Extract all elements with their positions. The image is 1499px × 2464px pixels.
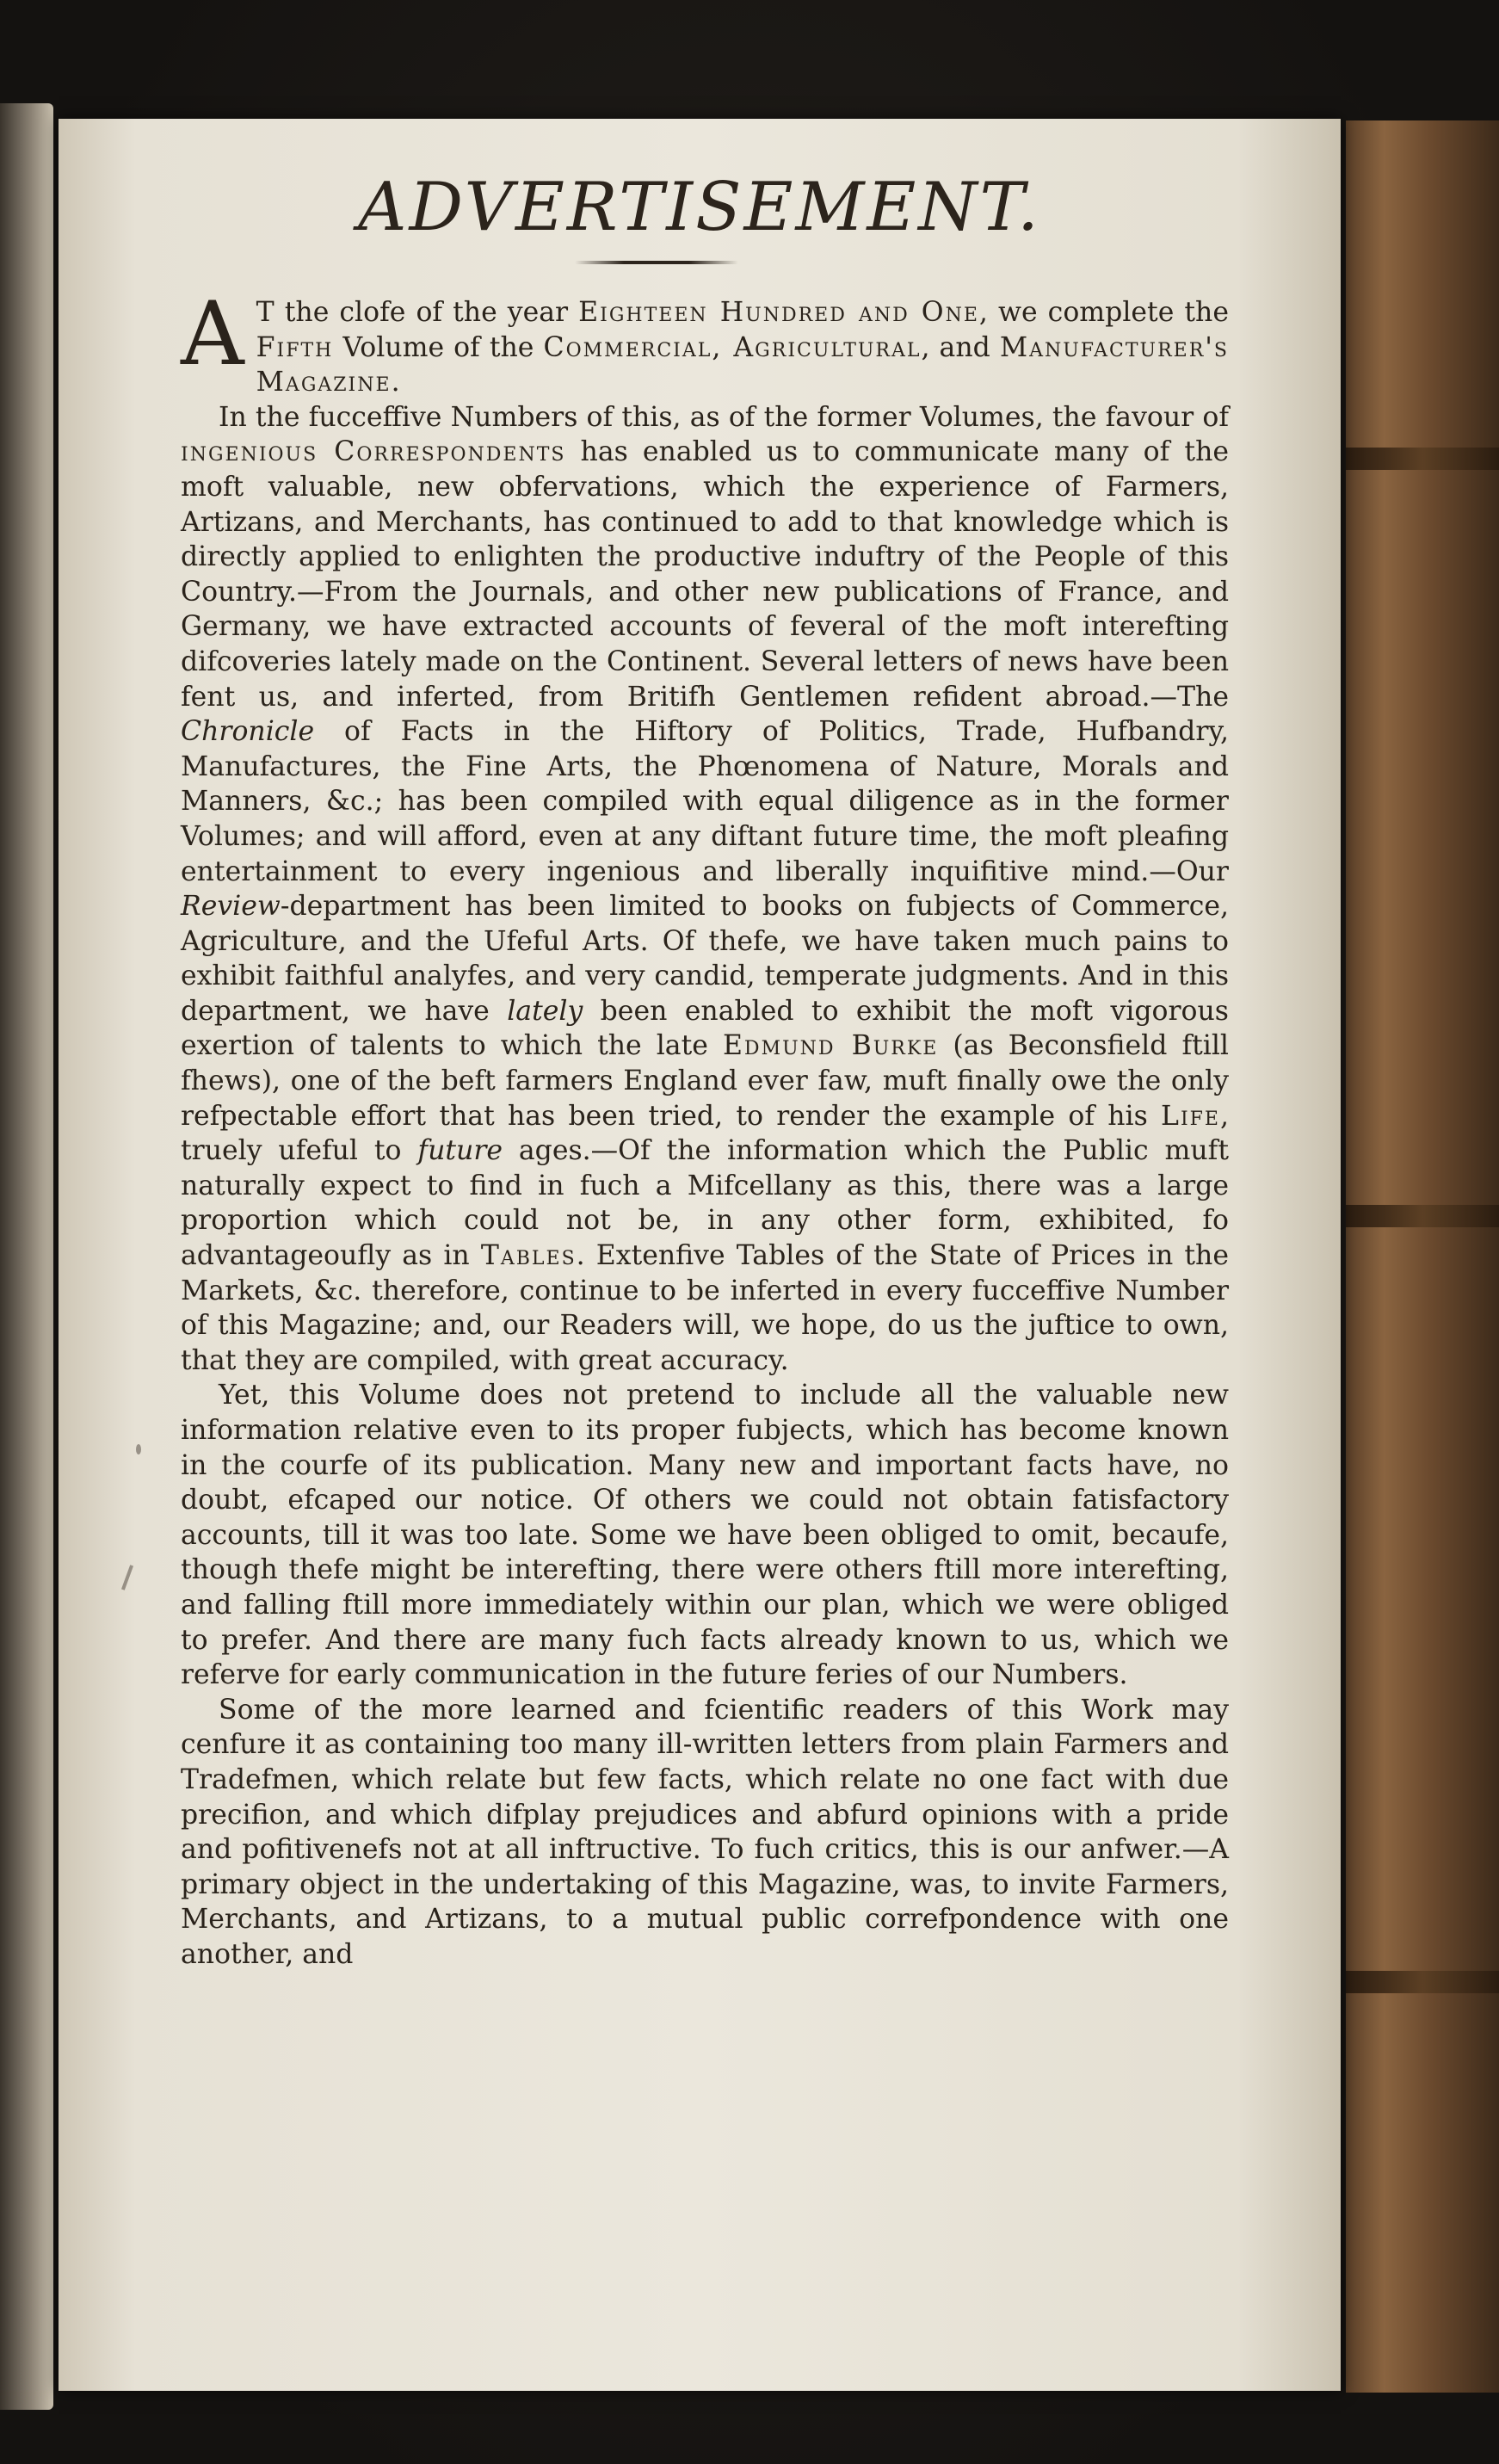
small-caps-run: Edmund Burke xyxy=(722,1030,939,1062)
spine-band xyxy=(1346,1205,1499,1227)
text-run: has enabled us to communicate many of the moft valuable, new obfervations, which the experience of Farmers, Artizans, and Merchants, has continued to add to that knowledge which is directly applied to enlighten the productive induftry of the People of this Country.—From the Journals, and other new publications of France, and Germany, we have extracted accounts of feveral of the moft interefting difcoveries lately made on the Continent. Several letters of news have been fent us, and inferted, from Britifh Gentlemen refident abroad.—The xyxy=(181,436,1230,713)
italic-run: future xyxy=(417,1135,503,1167)
drop-cap: A xyxy=(181,283,244,386)
text-run: -department has been limited to books on fubjects of Commerce, Agriculture, and the Ufeful Arts. Of thefe, we have taken much pains to exhibit faithful analyfes, and very candid, temperate judgments. And in this department, we have xyxy=(181,891,1229,1027)
italic-run: Review xyxy=(181,891,281,923)
paragraph-3: Yet, this Volume does not pretend to include all the valuable new information relative even to its proper fubjects, which has become known in the courfe of its publication. Many new and important facts have, no doubt, efcaped our notice. Of others we could not obtain fatisfactory accounts, till it was too late. Some we have been obliged to omit, becaufe, though thefe might be interefting, there were others ftill more interefting, and falling ftill more immediately within our plan, which we were obliged to prefer. And there are many fuch facts already known to us, which we referve for early communication in the future feries of our Numbers. xyxy=(181,1380,1229,1691)
small-caps-run: Tables xyxy=(480,1240,577,1272)
paragraph-4: Some of the more learned and fcientific readers of this Work may cenfure it as containing too many ill-written letters from plain Farmers and Tradefmen, which relate but few facts, which relate no one fact with due precifion, and which difplay prejudices and abfurd opinions with a pride and pofitivenefs not at all inftructive. To fuch critics, this is our anfwer.—A primary object in the undertaking of this Magazine, was, to invite Farmers, Merchants, and Artizans, to a mutual public correfpondence with one another, and xyxy=(181,1694,1229,1970)
text-run: Volume of the xyxy=(333,331,544,363)
text-run: of Facts in the Hiftory of Politics, Trade, Hufbandry, Manufactures, the Fine Arts, the Phœnomena of Nature, Morals and Manners, &c.; has been compiled with equal diligence as in the former Volumes; and will afford, even at any diftant future time, the moft pleafing entertainment to every ingenious and liberally inquifitive mind.—Our xyxy=(181,716,1229,887)
spine-band xyxy=(1346,1971,1499,1993)
small-caps-run: Life xyxy=(1161,1100,1220,1132)
text-run: . Extenfive Tables of the State of Prices in the Markets, &c. therefore, continue to be inferted in every fucceffive Number of this Magazine; and, our Readers will, we hope, do us the juftice to own, that they are compiled, with great accuracy. xyxy=(181,1240,1229,1376)
text-run: been enabled to exhibit the moft vigorous exertion of talents to which the late xyxy=(181,995,1229,1062)
text-run: , truely ufeful to xyxy=(181,1100,1229,1167)
text-run: ages.—Of the information which the Public muft naturally expect to find in fuch a Mifcellany as this, there was a large proportion which could not be, in any other form, exhibited, fo advantageoufly as in xyxy=(181,1135,1229,1272)
body-text xyxy=(181,283,1230,1973)
page xyxy=(59,119,1341,2391)
small-caps-run: ingenious Correspondents xyxy=(181,436,566,468)
book-spine xyxy=(1346,120,1499,2393)
margin-speck xyxy=(136,1444,141,1454)
small-caps-run: Commercial, Agricultural xyxy=(543,331,922,363)
small-caps-run: Manufacturer's Magazine xyxy=(256,331,1229,398)
small-caps-run: Eighteen Hundred and One xyxy=(578,297,979,328)
text-run: , and xyxy=(921,331,1000,363)
margin-speck xyxy=(121,1565,133,1590)
text-run: . xyxy=(391,367,400,398)
page-title: ADVERTISEMENT. xyxy=(358,169,1041,246)
text-run: , we complete the xyxy=(978,297,1229,328)
small-caps-run: Fifth xyxy=(256,331,334,363)
title-rule xyxy=(575,261,738,264)
text-run: (as Beconsfield ftill fhews), one of the beft farmers England ever faw, muft finally owe the only refpectable effort that has been tried, to render the example of his xyxy=(181,1030,1229,1132)
paragraph-2 xyxy=(181,400,1229,1379)
left-page-edge xyxy=(0,103,53,2410)
paragraph-1 xyxy=(181,283,1229,400)
spine-band xyxy=(1346,448,1499,470)
italic-run: lately xyxy=(507,995,583,1027)
text-run: In the fucceffive Numbers of this, as of the former Volumes, the favour of xyxy=(219,401,1229,433)
italic-run: Chronicle xyxy=(181,716,315,748)
text-run: T the clofe of the year xyxy=(256,297,579,328)
